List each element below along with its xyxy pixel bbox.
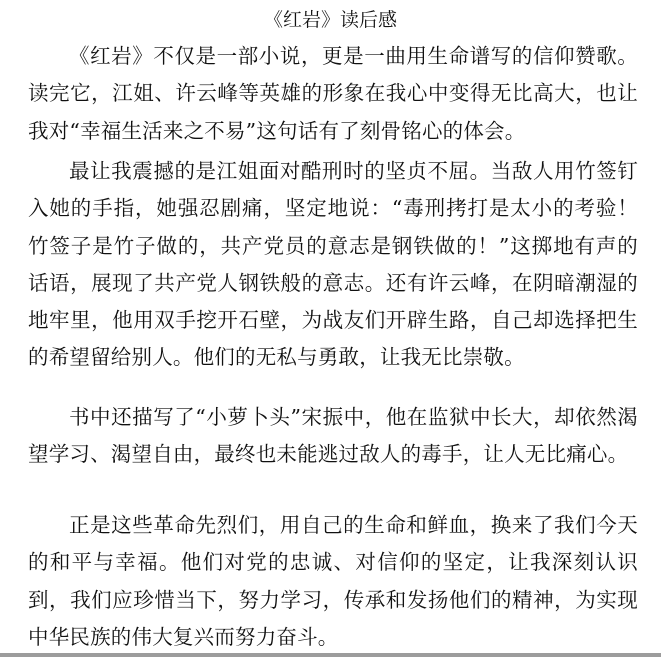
page-bottom-border (0, 653, 661, 657)
paragraph-2: 最让我震撼的是江姐面对酷刑时的坚贞不屈。当敌人用竹签钉入她的手指，她强忍剧痛，坚定地说：“毒刑拷打是太小的考验！竹签子是竹子做的，共产党员的意志是钢铁做的！”这掷地有声的话语，展现了共产党人钢铁般的意志。还有许云峰，在阴暗潮湿的地牢里，他用双手挖开石壁，为战友们开辟生路，自己却选择把生的希望留给别人。他们的无私与勇敢，让我无比崇敬。 (28, 159, 638, 370)
paragraph-4: 正是这些革命先烈们，用自己的生命和鲜血，换来了我们今天的和平与幸福。他们对党的忠诚、对信仰的坚定，让我深刻认识到，我们应珍惜当下，努力学习，传承和发扬他们的精神，为实现中华民族的伟大复兴而努力奋斗。 (28, 513, 638, 649)
paragraph-1: 《红岩》不仅是一部小说，更是一曲用生命谱写的信仰赞歌。读完它，江姐、许云峰等英雄的形象在我心中变得无比高大，也让我对“幸福生活来之不易”这句话有了刻骨铭心的体会。 (28, 44, 638, 143)
document-title: 《红岩》读后感 (263, 9, 397, 31)
paragraph-3: 书中还描写了“小萝卜头”宋振中，他在监狱中长大，却依然渴望学习、渴望自由，最终也未能逃过敌人的毒手，让人无比痛心。 (28, 405, 638, 467)
